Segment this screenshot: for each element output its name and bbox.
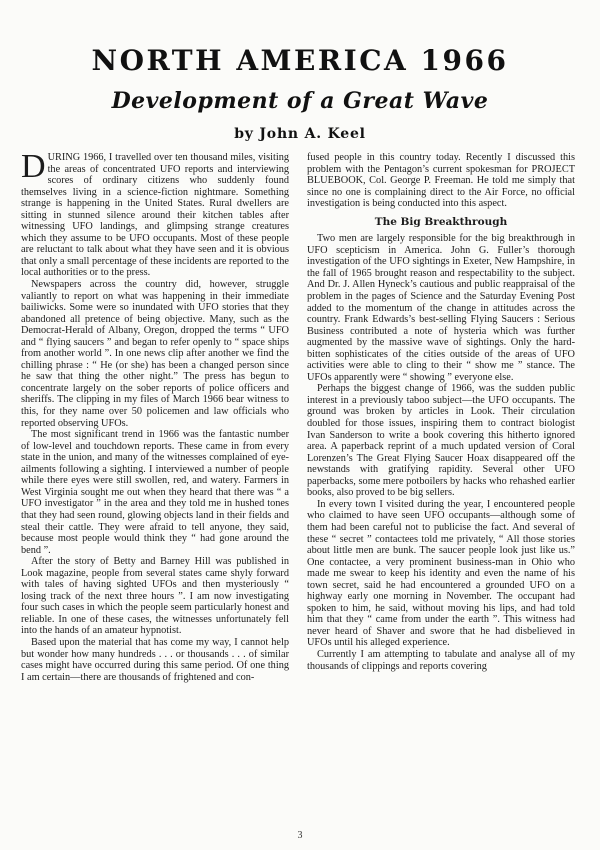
- paragraph-4: After the story of Betty and Barney Hill was published in Look magazine, people from several states came shyly forward with tales of having sighted UFOs and then mysteriously “ losing track of the next three hours ”. I am now investigating four such cases in which the people seem particularly honest and reliable. In one of these cases, the witnesses unfortunately fell into the hands of an amateur hypnotist.: [21, 556, 289, 637]
- paragraph-1: [21, 152, 289, 279]
- page-number: 3: [297, 830, 303, 841]
- paragraph-1-text: URING 1966, I travelled over ten thousand miles, visiting the areas of concentrated UFO reports and interviewing scores of ordinary citizens who suddenly found themselves living in a science-fiction nightmare. Something strange is happening in the United States. Rural dwellers are sitting in stunned silence around their kitchen tables after witnessing UFO landings, and glimpsing strange creatures which they assume to be UFO occupants. Most of these people are reluctant to talk about what they have seen and it is obvious that only a small percentage of these incidents are reported to the local authorities or to the press.: [21, 152, 289, 279]
- paragraph-9: In every town I visited during the year, I encountered people who claimed to have seen UFO occupants—although some of them had been careful not to publicise the fact. And several of these “ secret ” contactees told me privately, “ All those stories about little men are bunk. The saucer people look just like us.” One contactee, a very prominent business-man in Ohio who made me swear to keep his identity and even the name of his town secret, said he had encountered a grounded UFO on a highway early one morning in November. The occupant had spoken to him, he said, without moving his lips, and had told him that they “ came from under the earth ”. This witness had never heard of Shaver and swore that he had disbelieved in UFOs until his alleged experience.: [307, 498, 575, 649]
- paragraph-10: Currently I am attempting to tabulate and analyse all of my thousands of clippings and reports covering: [307, 648, 575, 672]
- right-column: [307, 152, 575, 820]
- paragraph-2: Newspapers across the country did, however, struggle valiantly to report on what was happening in their immediate bailiwicks. Some were so inundated with UFO stories that they abandoned all pretence of being objective. Many, such as the Democrat-Herald of Albany, Oregon, dropped the terms “ UFO and “ flying saucers ” and began to refer openly to “ space ships from another world ”. In one news clip after another we find the chilling phrase : “ He (or she) has been a changed person since he saw that thing the other night.” The press has begun to concentrate largely on the sober reports of police officers and sheriffs. The clipping in my files of March 1966 bear witness to this, for they name over 50 policemen and law officials who reported observing UFOs.: [21, 279, 289, 429]
- paragraph-8: Perhaps the biggest change of 1966, was the sudden public interest in a previously taboo subject—the UFO occupants. The ground was broken by articles in Look. Their circulation doubled for those issues, inspiring them to contract biologist Ivan Sanderson to write a book covering this hitherto ignored area. A paperback reprint of a much updated version of Coral Lorenzen’s The Great Flying Saucer Hoax disappeared off the newstands with gratifying rapidity. Several other UFO paperbacks, some mere potboilers by hacks who rehashed earlier books, also proved to be big sellers.: [307, 383, 575, 499]
- drop-cap: D: [21, 152, 46, 185]
- article-title: NORTH AMERICA 1966: [91, 44, 509, 77]
- paragraph-7: Two men are largely responsible for the big breakthrough in UFO scepticism in America. John G. Fuller’s thorough investigation of the UFO sightings in Exeter, New Hampshire, in the fall of 1965 brought reason and respectability to the subject. And Dr. J. Allen Hyneck’s cautious and public reappraisal of the problem in the pages of Science and the Saturday Evening Post added to the momentum of the change in attitudes across the country. Frank Edwards’s best-selling Flying Saucers : Serious Business contributed a note of hysteria which was further augmented by the massive wave of sightings. Only the hard-bitten sophisticates of the cities outside of the areas of UFO activities were able to cling to their “ show me ” stance. The UFOs apparently were “ showing ” everyone else.: [307, 233, 575, 383]
- article-subtitle: Development of a Great Wave: [111, 88, 489, 114]
- left-column: [21, 152, 289, 820]
- paragraph-5: Based upon the material that has come my way, I cannot help but wonder how many hundreds . . . or thousands . . . of similar cases might have occurred during this same period. Of one thing I am certain—there are thousands of frightened and con-: [21, 636, 289, 683]
- paragraph-6: fused people in this country today. Recently I discussed this problem with the Pentagon’s current spokesman for PROJECT BLUEBOOK, Col. George P. Freeman. He told me simply that since no one is complaining direct to the Air Force, no official investigation is being conducted into this aspect.: [307, 152, 575, 210]
- section-heading: The Big Breakthrough: [374, 215, 508, 228]
- paragraph-3: The most significant trend in 1966 was the fantastic number of low-level and touchdown reports. These came in from every state in the union, and many of the witnesses complained of eye-ailments following a sighting. I interviewed a number of people while there eyes were still swollen, red, and watery. Farmers in West Virginia sought me out when they heard that there was “ a UFO investigator ” in the area and they told me in hushed tones that they had seen round, glowing objects land in their fields and steal their cattle. They were afraid to tell anyone, they said, because most people would think they “ had gone around the bend ”.: [21, 429, 289, 556]
- article-byline: by John A. Keel: [234, 126, 366, 142]
